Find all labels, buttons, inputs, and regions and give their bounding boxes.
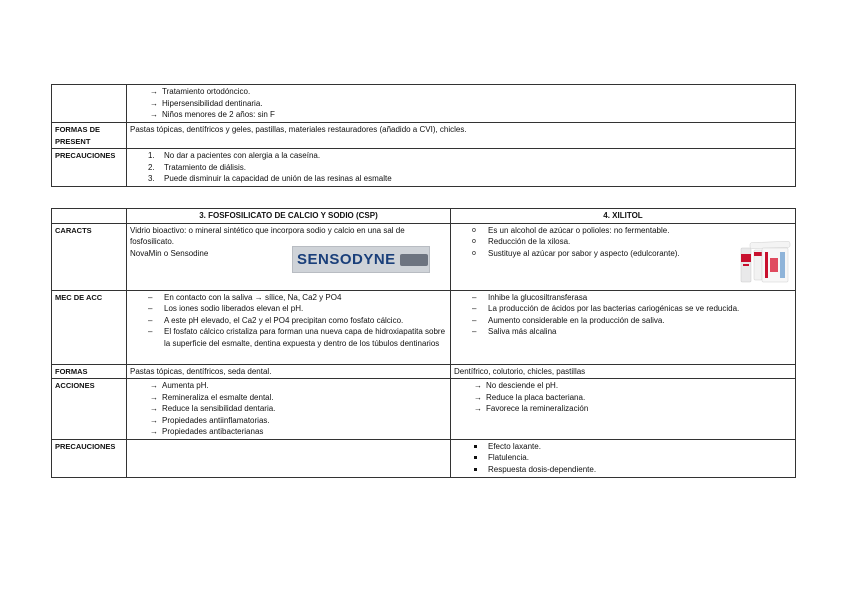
list-item: 1. No dar a pacientes con alergia a la caseína. bbox=[148, 151, 321, 160]
csp-mec-list bbox=[130, 292, 447, 350]
table-row bbox=[52, 85, 796, 123]
xilitol-acciones-list bbox=[454, 380, 792, 415]
table-row bbox=[52, 149, 796, 187]
list-item: Efecto laxante. bbox=[454, 441, 792, 453]
row-label-formas: FORMAS DE PRESENT bbox=[52, 123, 127, 149]
indications-list bbox=[130, 86, 792, 121]
list-item: – En contacto con la saliva → sílice, Na, Ca2 y PO4 bbox=[130, 292, 447, 304]
xylitol-product-image bbox=[740, 238, 792, 284]
table-row bbox=[52, 290, 796, 364]
list-item: – A este pH elevado, el Ca2 y el PO4 precipitan como fosfato cálcico. bbox=[130, 315, 447, 327]
csp-precauciones-empty bbox=[127, 439, 451, 477]
list-item: – La producción de ácidos por las bacterias cariogénicas se ve reducida. bbox=[454, 303, 792, 315]
csp-acciones-list bbox=[130, 380, 447, 438]
list-item: → No desciende el pH. bbox=[454, 380, 792, 392]
list-item: – Saliva más alcalina bbox=[454, 326, 792, 338]
header-empty bbox=[52, 209, 127, 224]
header-csp: 3. FOSFOSILICATO DE CALCIO Y SODIO (CSP) bbox=[127, 209, 451, 224]
xilitol-precauciones-list bbox=[454, 441, 792, 476]
list-item: 3. Puede disminuir la capacidad de unión de las resinas al esmalte bbox=[148, 174, 392, 183]
csp-formas: Pastas tópicas, dentífricos, seda dental. bbox=[127, 364, 451, 379]
formas-text: Pastas tópicas, dentífricos y geles, pastillas, materiales restauradores (añadido a CVI), chicles. bbox=[127, 123, 796, 149]
repair-tag-graphic bbox=[400, 254, 428, 266]
row-label-acciones: ACCIONES bbox=[52, 379, 127, 440]
list-item: → Propiedades antibacterianas bbox=[130, 426, 447, 438]
list-item: → Tratamiento ortodóncico. bbox=[130, 86, 792, 98]
table-row bbox=[52, 439, 796, 477]
list-item: – El fosfato cálcico cristaliza para forman una nueva capa de hidroxiapatita sobre la superficie del esmalte, dentina expuesta y dentro de los túbulos dentinarios bbox=[130, 326, 447, 349]
row-label-precauciones: PRECAUCIONES bbox=[52, 149, 127, 187]
row-label-formas: FORMAS bbox=[52, 364, 127, 379]
list-item: – Inhibe la glucosiltransferasa bbox=[454, 292, 792, 304]
xilitol-mec-list bbox=[454, 292, 792, 338]
table-fluor-continuation bbox=[51, 84, 796, 187]
header-xilitol: 4. XILITOL bbox=[451, 209, 796, 224]
list-item: → Hipersensibilidad dentinaria. bbox=[130, 98, 792, 110]
list-item: → Remineraliza el esmalte dental. bbox=[130, 392, 447, 404]
list-item: – Aumento considerable en la producción de saliva. bbox=[454, 315, 792, 327]
list-item: Flatulencia. bbox=[454, 452, 792, 464]
table-row bbox=[52, 364, 796, 379]
list-item: → Reduce la sensibilidad dentaria. bbox=[130, 403, 447, 415]
precauciones-list bbox=[130, 150, 792, 185]
row-label-precauciones: PRECAUCIONES bbox=[52, 439, 127, 477]
list-item: o Sustituye al azúcar por sabor y aspecto (edulcorante). bbox=[454, 248, 704, 260]
csp-description: Vidrio bioactivo: o mineral sintético que incorpora sodio y calcio en una sal de fosfosilicato. bbox=[130, 225, 405, 246]
list-item: → Reduce la placa bacteriana. bbox=[454, 392, 792, 404]
sensodyne-logo-image: SENSODYNE bbox=[292, 246, 430, 273]
table-header-row bbox=[52, 209, 796, 224]
list-item: → Propiedades antiinflamatorias. bbox=[130, 415, 447, 427]
list-item: → Favorece la remineralización bbox=[454, 403, 792, 415]
list-item: 2. Tratamiento de diálisis. bbox=[148, 162, 246, 172]
list-item: → Niños menores de 2 años: sin F bbox=[130, 109, 792, 121]
row-label-empty bbox=[52, 85, 127, 123]
list-item: Respuesta dosis-dependiente. bbox=[454, 464, 792, 476]
xilitol-caracts-list bbox=[454, 225, 704, 260]
csp-brand: NovaMin o Sensodine bbox=[130, 248, 209, 258]
table-row bbox=[52, 123, 796, 149]
list-item: o Es un alcohol de azúcar o polioles: no fermentable. bbox=[454, 225, 704, 237]
list-item: o Reducción de la xilosa. bbox=[454, 236, 704, 248]
row-label-caracts: CARACTS bbox=[52, 223, 127, 290]
list-item: – Los iones sodio liberados elevan el pH. bbox=[130, 303, 447, 315]
table-row bbox=[52, 379, 796, 440]
row-label-mec: MEC DE ACC bbox=[52, 290, 127, 364]
xilitol-formas: Dentífrico, colutorio, chicles, pastillas bbox=[451, 364, 796, 379]
list-item: → Aumenta pH. bbox=[130, 380, 447, 392]
